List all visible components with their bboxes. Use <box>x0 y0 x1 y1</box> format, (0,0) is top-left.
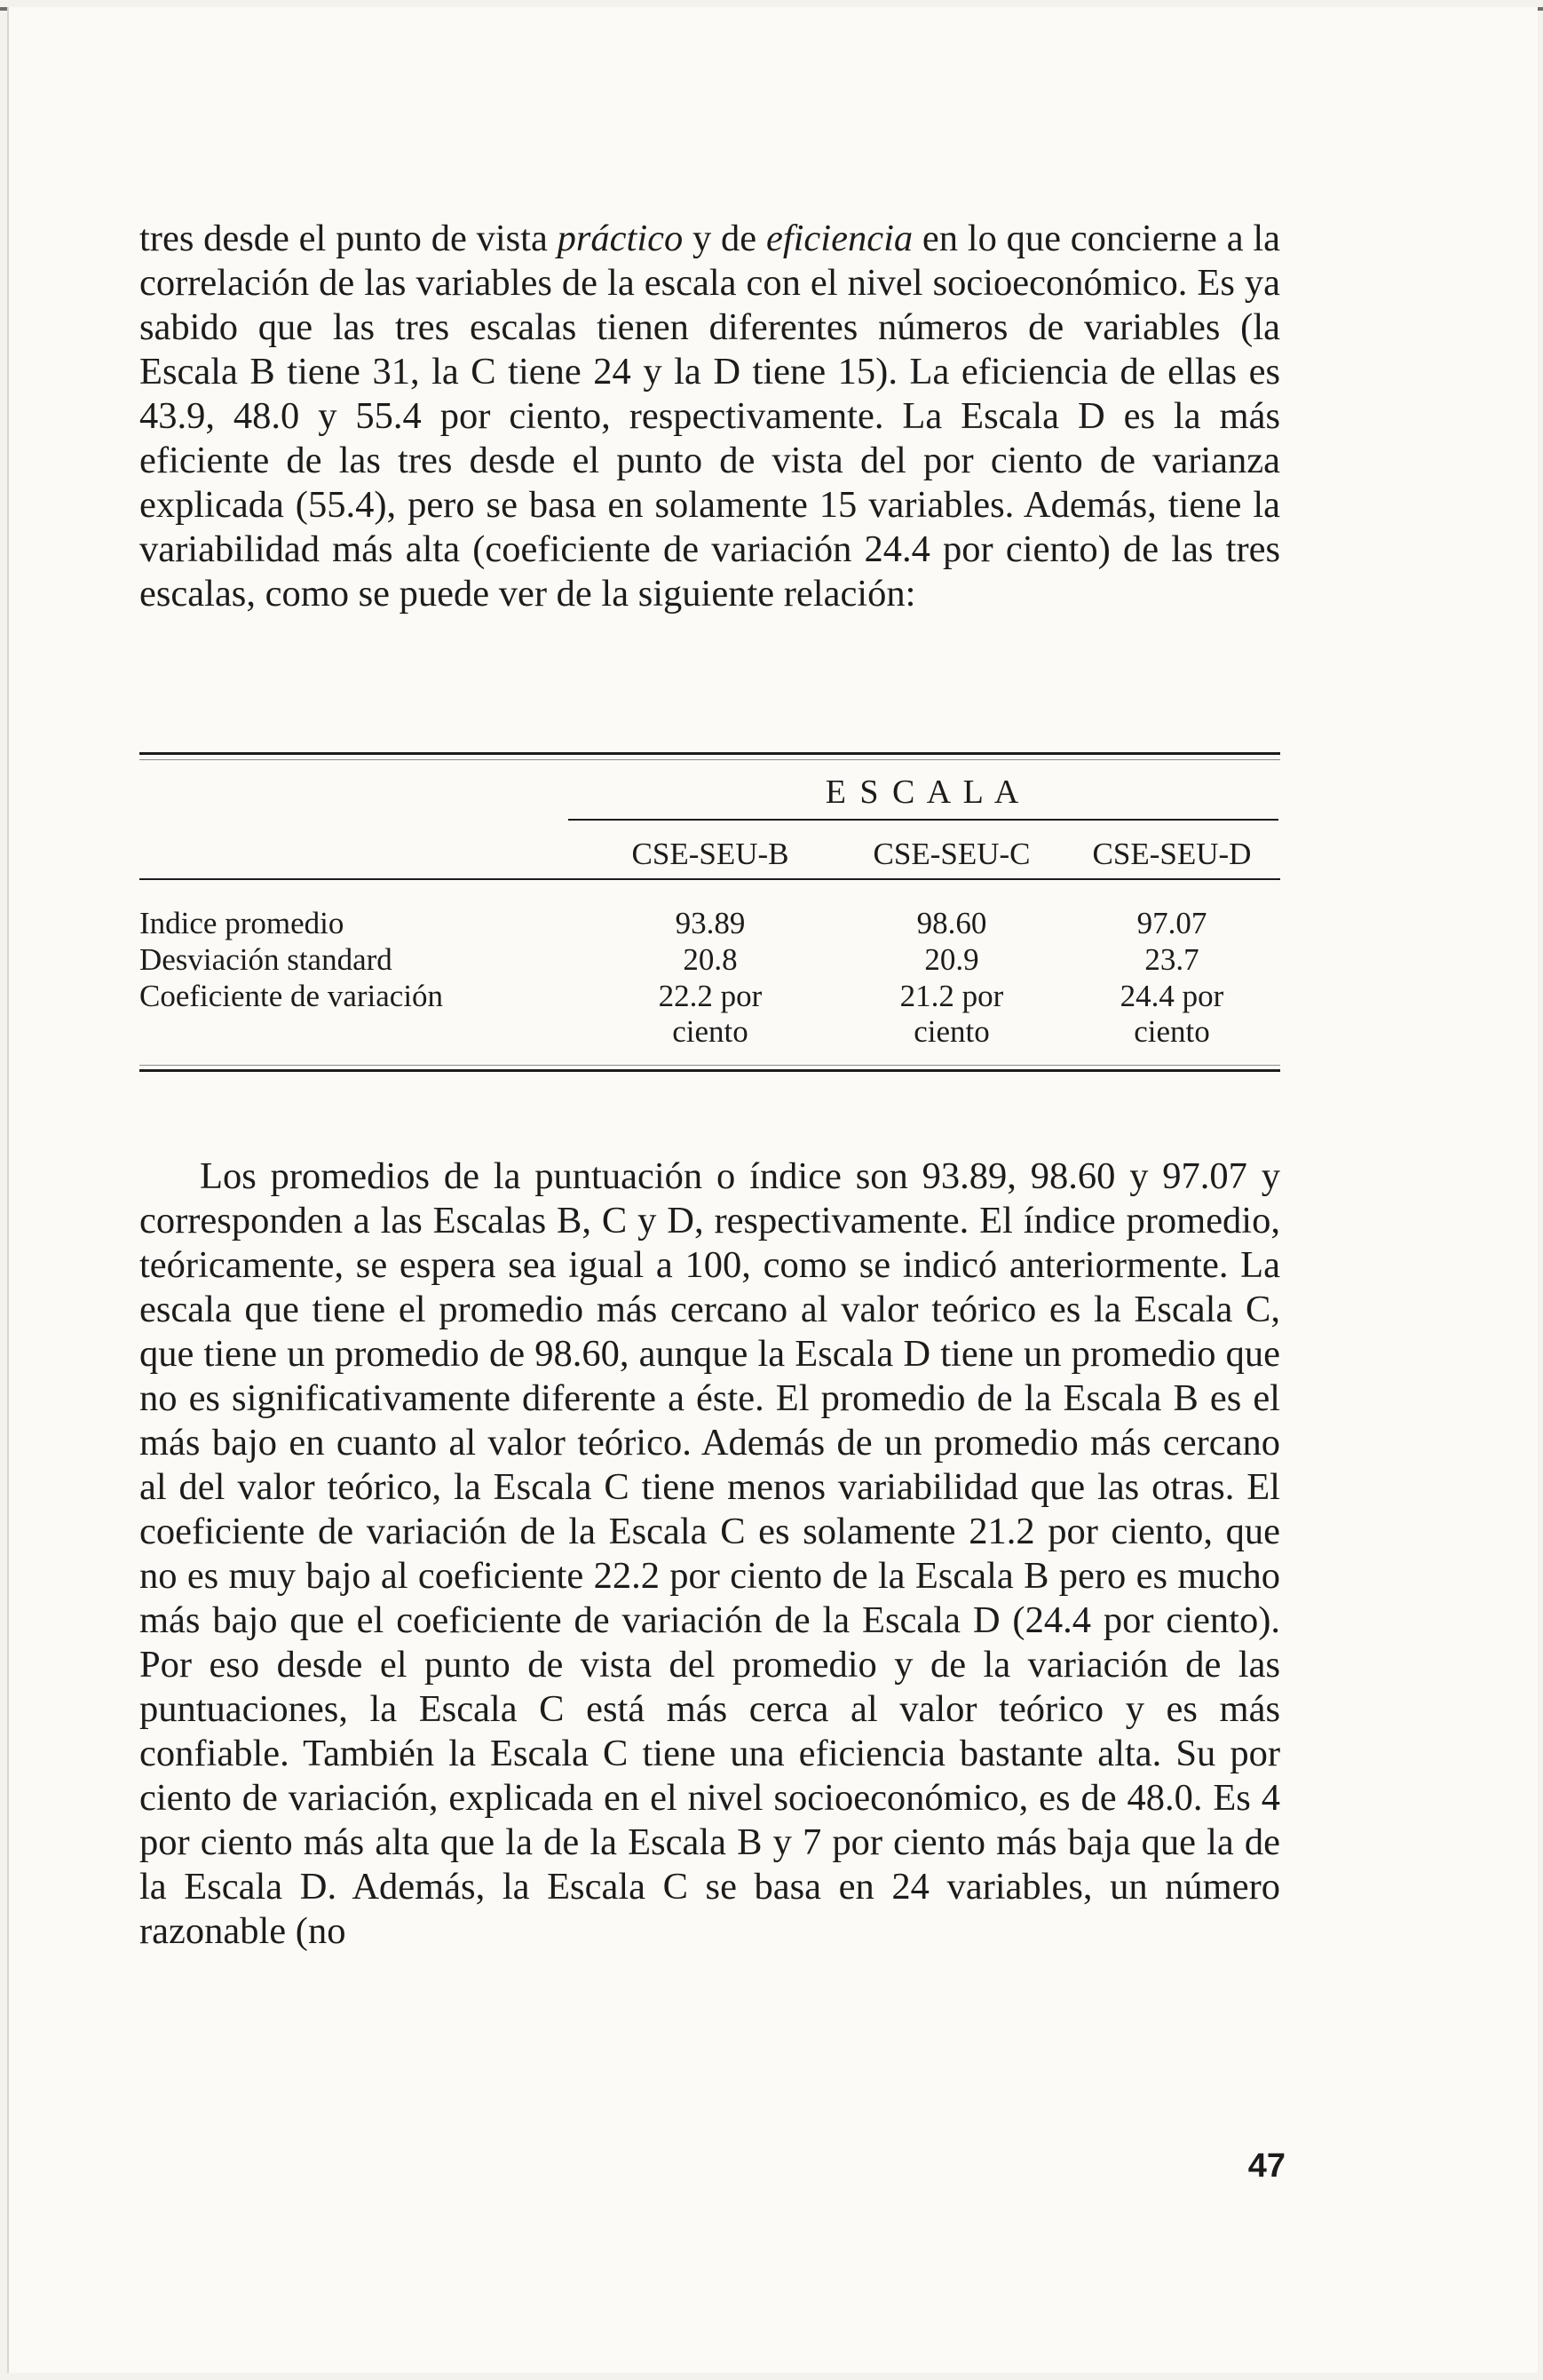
table-bottom-rule-thin <box>139 1065 1280 1066</box>
column-header-d: CSE-SEU-D <box>1092 837 1252 871</box>
cell-coeficiente-d: 24.4 por <box>1120 979 1224 1013</box>
paragraph-analysis: Los promedios de la puntuación o índice son 93.89, 98.60 y 97.07 y corresponden a las Escalas B, C y D, respectivamente. El índice promedio, teóricamente, se espera sea igual a 100, como se indicó anteriormente. La escala que tiene el promedio más cercano al valor teórico es la Escala C, que tiene un promedio de 98.60, aunque la Escala D tiene un promedio que no es significativamente diferente a éste. El promedio de la Escala B es el más bajo en cuanto al valor teórico. Además de un promedio más cercano al del valor teórico, la Escala C tiene menos variabilidad que las otras. El coeficiente de variación de la Escala C es solamente 21.2 por ciento, que no es muy bajo al coeficiente 22.2 por ciento de la Escala B pero es mucho más bajo que el coeficiente de variación de la Escala D (24.4 por ciento). Por eso desde el punto de vista del promedio y de la variación de las puntuaciones, la Escala C está más cerca al valor teórico y es más confiable. También la Escala C tiene una eficiencia bastante alta. Su por ciento de variación, explicada en el nivel socioeconómico, es de 48.0. Es 4 por ciento más alta que la de la Escala B y 7 por ciento más baja que la de la Escala D. Además, la Escala C se basa en 24 variables, un número razonable (no <box>139 1155 1280 1952</box>
row-label-indice: Indice promedio <box>139 906 344 940</box>
column-header-rule <box>139 878 1280 880</box>
emphasis-eficiencia: eficiencia <box>765 218 914 259</box>
row-label-coeficiente: Coeficiente de variación <box>139 979 444 1013</box>
paragraph-intro: tres desde el punto de vista práctico y de eficiencia en lo que concierne a la correlación de las variables de la escala con el nivel socioeconómico. Es ya sabido que las tres escalas tienen diferentes números de variables (la Escala B tiene 31, la C tiene 24 y la D tiene 15). La eficiencia de ellas es 43.9, 48.0 y 55.4 por ciento, respectivamente. La Escala D es la más eficiente de las tres desde el punto de vista del por ciento de varianza explicada (55.4), pero se basa en solamente 15 variables. Además, tiene la variabilidad más alta (coeficiente de variación 24.4 por ciento) de las tres escalas, como se puede ver de la siguiente relación: <box>139 218 1280 615</box>
column-header-b: CSE-SEU-B <box>631 837 789 871</box>
cell-indice-c: 98.60 <box>916 906 987 940</box>
table-bottom-rule <box>139 1069 1280 1072</box>
cell-desviacion-c: 20.9 <box>924 942 979 977</box>
table-group-header: E S C A L A <box>825 774 1022 811</box>
cell-coeficiente-c: 21.2 por <box>899 979 1004 1013</box>
cell-desviacion-b: 20.8 <box>683 942 738 977</box>
column-header-c: CSE-SEU-C <box>873 837 1031 871</box>
cell-coeficiente-c-cont: ciento <box>914 1014 990 1049</box>
page-number: 47 <box>1247 2147 1286 2185</box>
cell-indice-d: 97.07 <box>1136 906 1207 940</box>
table-top-rule-thin <box>139 759 1280 760</box>
cell-desviacion-d: 23.7 <box>1144 942 1199 977</box>
cell-coeficiente-d-cont: ciento <box>1134 1014 1210 1049</box>
row-label-desviacion: Desviación standard <box>139 942 392 977</box>
emphasis-practico: práctico <box>557 218 684 259</box>
table-top-rule <box>139 752 1280 755</box>
group-header-rule <box>568 819 1278 821</box>
cell-indice-b: 93.89 <box>675 906 746 940</box>
cell-coeficiente-b-cont: ciento <box>672 1014 748 1049</box>
cell-coeficiente-b: 22.2 por <box>658 979 763 1013</box>
